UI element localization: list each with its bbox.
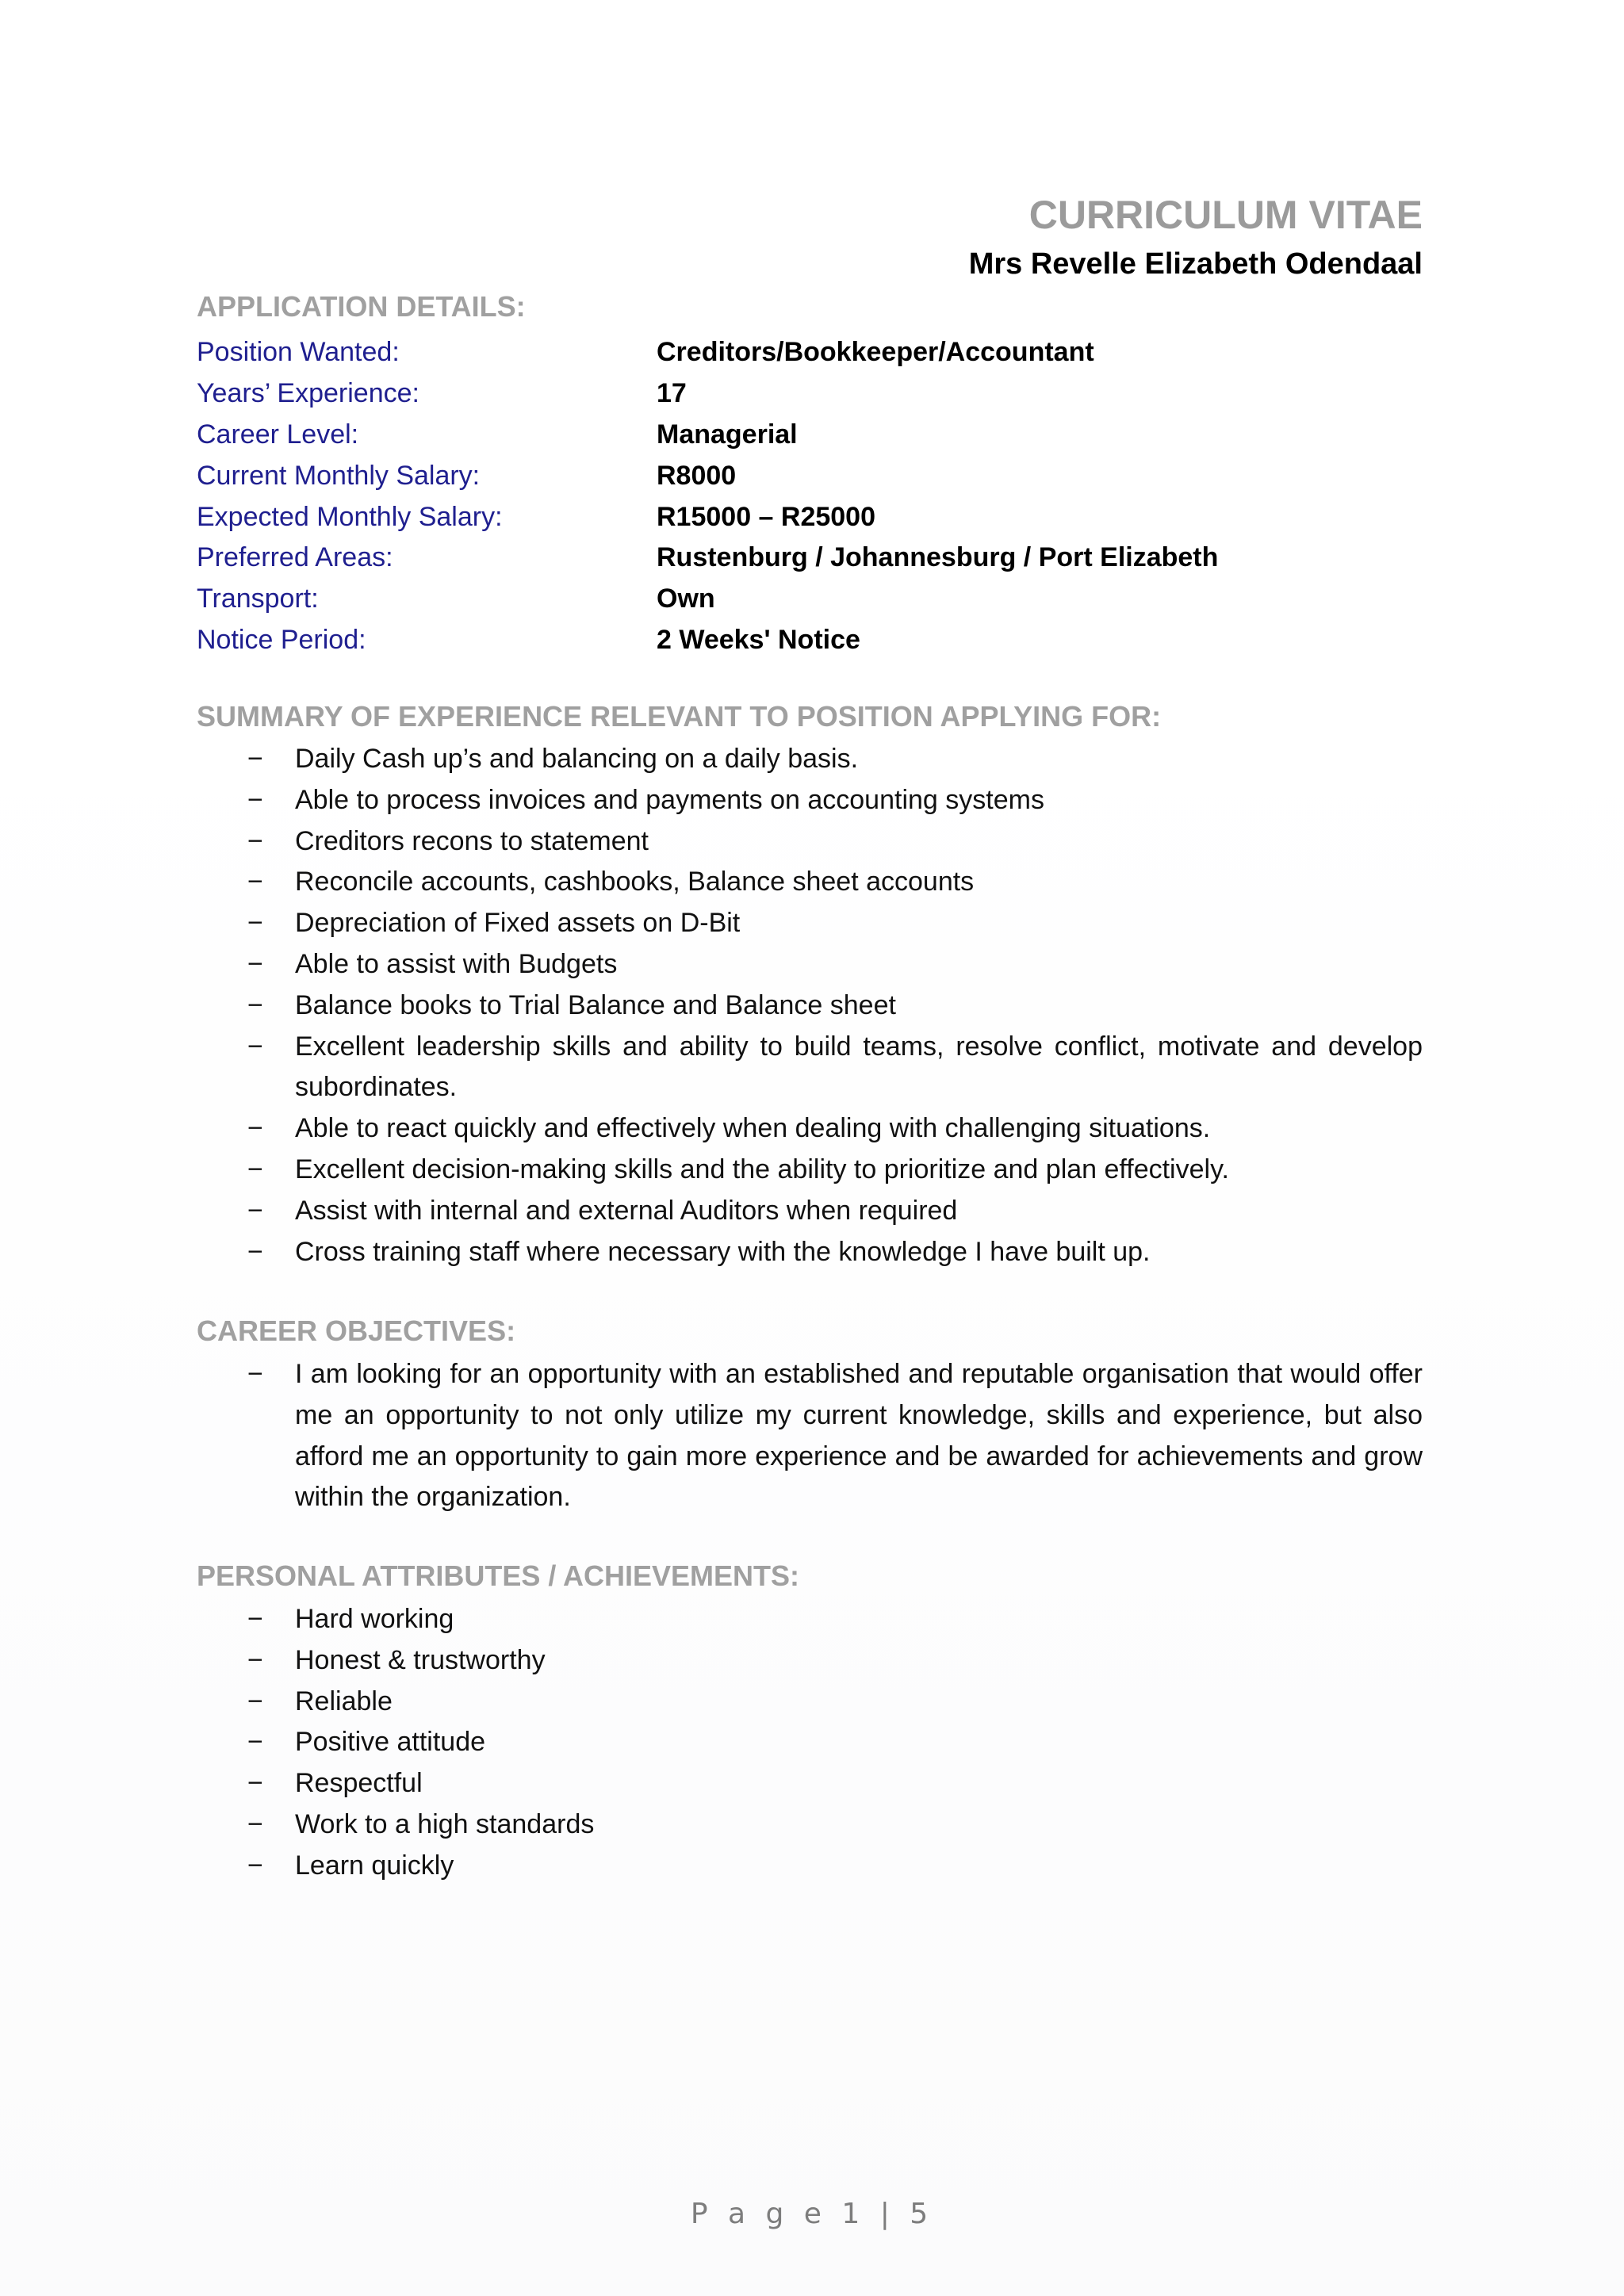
list-item: − Respectful: [197, 1763, 1423, 1804]
detail-row-position: [197, 332, 1426, 373]
list-item: − Daily Cash up’s and balancing on a daily basis.: [197, 739, 1423, 780]
dash-bullet: −: [247, 1236, 263, 1267]
summary-list: [197, 739, 1423, 1272]
detail-value: 17: [657, 378, 687, 409]
page-number-footer: P a g e 1 | 5: [690, 2198, 934, 2230]
dash-bullet: −: [247, 1850, 263, 1881]
list-item: − Reliable: [197, 1682, 1423, 1723]
dash-bullet: −: [247, 1604, 263, 1634]
list-item: − Able to assist with Budgets: [197, 944, 1423, 985]
dash-bullet: −: [247, 1359, 263, 1389]
detail-label: Expected Monthly Salary:: [197, 501, 503, 532]
detail-label: Position Wanted:: [197, 337, 400, 368]
attributes-list: [197, 1599, 1423, 1887]
list-item: − Positive attitude: [197, 1722, 1423, 1763]
detail-value: Rustenburg / Johannesburg / Port Elizabeth: [657, 542, 1219, 573]
detail-row-notice-period: [197, 620, 1426, 661]
dash-bullet: −: [247, 948, 263, 979]
objectives-list: [197, 1354, 1423, 1518]
detail-label: Preferred Areas:: [197, 542, 393, 573]
list-item: − Excellent decision-making skills and the ability to prioritize and plan effectively.: [197, 1150, 1423, 1191]
dash-bullet: −: [247, 908, 263, 939]
detail-label: Current Monthly Salary:: [197, 460, 481, 491]
detail-value: Managerial: [657, 419, 798, 450]
list-item: − Creditors recons to statement: [197, 821, 1423, 863]
detail-label: Notice Period:: [197, 624, 366, 655]
list-item: − Hard working: [197, 1599, 1423, 1640]
application-details-heading: APPLICATION DETAILS:: [197, 290, 526, 323]
list-item: − Reconcile accounts, cashbooks, Balance sheet accounts: [197, 862, 1423, 903]
dash-bullet: −: [247, 784, 263, 815]
detail-row-preferred-areas: [197, 538, 1426, 579]
dash-bullet: −: [247, 744, 263, 774]
list-item: − Work to a high standards: [197, 1804, 1423, 1846]
detail-row-current-salary: [197, 455, 1426, 496]
detail-label: Career Level:: [197, 419, 359, 450]
dash-bullet: −: [247, 1686, 263, 1716]
dash-bullet: −: [247, 989, 263, 1020]
detail-label: Transport:: [197, 584, 319, 614]
detail-value: 2 Weeks' Notice: [657, 624, 860, 655]
detail-value: Creditors/Bookkeeper/Accountant: [657, 337, 1094, 368]
list-item: − Excellent leadership skills and ability to build teams, resolve conflict, motivate and develop subordinates.: [197, 1027, 1423, 1109]
detail-value: Own: [657, 584, 715, 614]
detail-row-experience: [197, 373, 1426, 415]
detail-value: R15000 – R25000: [657, 501, 876, 532]
dash-bullet: −: [247, 1808, 263, 1839]
detail-row-expected-salary: [197, 496, 1426, 538]
summary-heading: SUMMARY OF EXPERIENCE RELEVANT TO POSITION APPLYING FOR:: [197, 700, 1162, 733]
applicant-name: Mrs Revelle Elizabeth Odendaal: [968, 247, 1423, 281]
application-details-table: [197, 332, 1426, 660]
career-objectives-heading: CAREER OBJECTIVES:: [197, 1314, 516, 1347]
dash-bullet: −: [247, 1113, 263, 1144]
detail-row-career-level: [197, 415, 1426, 456]
list-item: − I am looking for an opportunity with an established and reputable organisation that would offer me an opportunity to not only utilize my current knowledge, skills and experience, but also afford me an opportunity to gain more experience and be awarded for achievements and grow within the organization.: [197, 1354, 1423, 1518]
dash-bullet: −: [247, 1644, 263, 1675]
dash-bullet: −: [247, 1768, 263, 1799]
detail-value: R8000: [657, 460, 737, 491]
dash-bullet: −: [247, 825, 263, 856]
list-item: − Honest & trustworthy: [197, 1640, 1423, 1682]
dash-bullet: −: [247, 1727, 263, 1758]
document-title: CURRICULUM VITAE: [1028, 193, 1423, 237]
list-item: − Assist with internal and external Auditors when required: [197, 1191, 1423, 1232]
list-item: − Able to process invoices and payments on accounting systems: [197, 780, 1423, 821]
list-item: − Able to react quickly and effectively when dealing with challenging situations.: [197, 1108, 1423, 1150]
dash-bullet: −: [247, 1031, 263, 1062]
dash-bullet: −: [247, 1154, 263, 1184]
list-item: − Cross training staff where necessary with the knowledge I have built up.: [197, 1232, 1423, 1273]
detail-row-transport: [197, 579, 1426, 620]
detail-label: Years’ Experience:: [197, 378, 419, 409]
list-item: − Balance books to Trial Balance and Balance sheet: [197, 985, 1423, 1027]
dash-bullet: −: [247, 1195, 263, 1226]
list-item: − Depreciation of Fixed assets on D-Bit: [197, 903, 1423, 944]
personal-attributes-heading: PERSONAL ATTRIBUTES / ACHIEVEMENTS:: [197, 1559, 800, 1592]
dash-bullet: −: [247, 867, 263, 897]
list-item: − Learn quickly: [197, 1846, 1423, 1887]
